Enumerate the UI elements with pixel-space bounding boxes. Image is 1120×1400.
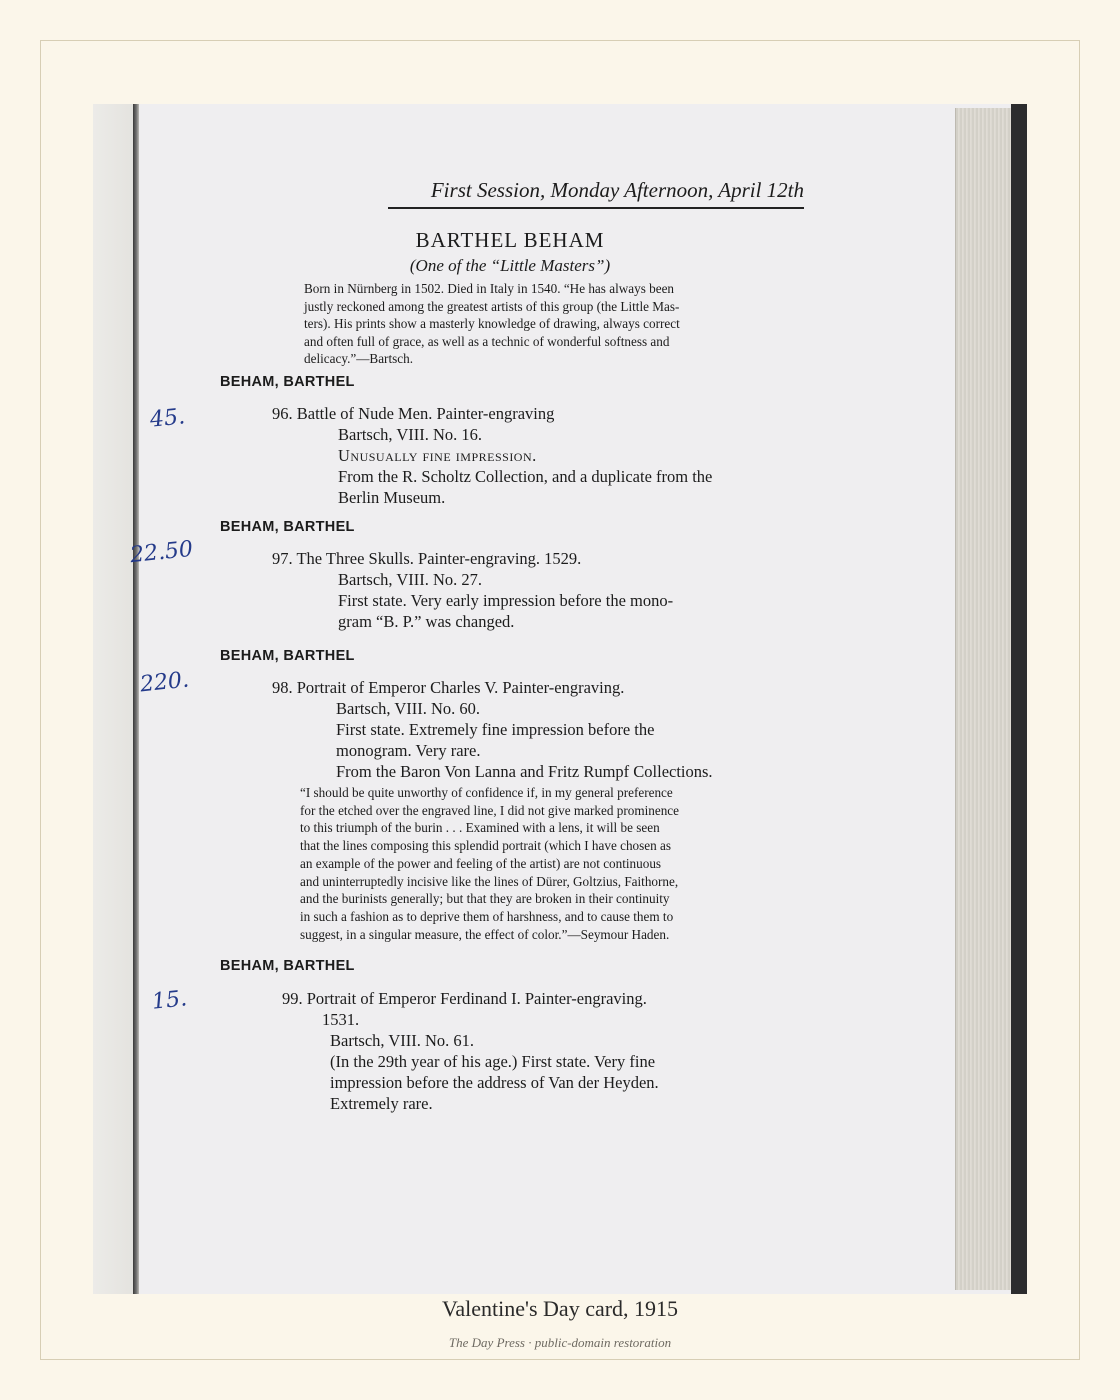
bio-line: justly reckoned among the greatest artists of this group (the Little Mas- [304, 298, 680, 314]
lot-line: 1531. [322, 1010, 360, 1029]
quote-line: in such a fashion as to deprive them of harshness, and to cause them to [300, 908, 674, 924]
lot-97 [272, 548, 673, 632]
lot-line: Bartsch, VIII. No. 60. [336, 699, 481, 718]
facing-page-edge [93, 104, 133, 1294]
lot-line: Extremely rare. [330, 1094, 433, 1113]
lot-heading: BEHAM, BARTHEL [220, 958, 355, 974]
lot-line: From the R. Scholtz Collection, and a duplicate from the [338, 467, 713, 486]
lot-line: impression before the address of Van der Heyden. [330, 1073, 659, 1092]
bio-line: Born in Nürnberg in 1502. Died in Italy in 1540. “He has always been [304, 281, 675, 296]
lot-heading: BEHAM, BARTHEL [220, 519, 355, 535]
bio-line: ters). His prints show a masterly knowledge of drawing, always correct [304, 316, 680, 331]
quote-line: for the etched over the engraved line, I did not give marked prominence [300, 802, 679, 818]
lot-line: monogram. Very rare. [336, 741, 481, 760]
bio-line: delicacy.”—Bartsch. [304, 351, 413, 366]
seymour-haden-quote [300, 784, 800, 943]
lot-heading: BEHAM, BARTHEL [220, 374, 355, 390]
lot-line: Berlin Museum. [338, 488, 446, 507]
lot-line: Bartsch, VIII. No. 27. [338, 570, 483, 589]
price-annotation-96: 45. [148, 404, 187, 433]
quote-line: and the burinists generally; but that they are broken in their continuity [300, 891, 670, 907]
lot-line: Unusually fine impression. [338, 446, 537, 465]
quote-line: that the lines composing this splendid portrait (which I have chosen as [300, 838, 672, 854]
book-cover-edge [1011, 104, 1027, 1294]
price-annotation-97: 22.50 [128, 536, 195, 569]
lot-heading: BEHAM, BARTHEL [220, 648, 355, 664]
lot-98 [272, 677, 713, 782]
lot-line: First state. Very early impression before the mono- [338, 591, 674, 610]
session-header: First Session, Monday Afternoon, April 12th [388, 178, 804, 209]
artist-subtitle: (One of the “Little Masters”) [409, 256, 611, 275]
lot-line: First state. Extremely fine impression before the [336, 720, 655, 739]
lot-99 [282, 988, 659, 1114]
lot-title: 96. Battle of Nude Men. Painter-engraving [272, 404, 555, 423]
quote-line: an example of the power and feeling of the artist) are not continuous [300, 855, 662, 871]
price-annotation-98: 220. [138, 667, 191, 698]
bio-line: and often full of grace, as well as a technic of wonderful softness and [304, 333, 670, 349]
lot-line: Bartsch, VIII. No. 61. [330, 1031, 475, 1050]
lot-line: (In the 29th year of his age.) First state. Very fine [330, 1052, 656, 1071]
lot-line: From the Baron Von Lanna and Fritz Rumpf Collections. [336, 762, 713, 781]
lot-title: 99. Portrait of Emperor Ferdinand I. Painter-engraving. [282, 989, 647, 1008]
quote-line: “I should be quite unworthy of confidence if, in my general preference [300, 785, 673, 800]
lot-line: gram “B. P.” was changed. [338, 612, 515, 631]
quote-line: suggest, in a singular measure, the effect of color.”—Seymour Haden. [300, 926, 670, 942]
lot-line: Bartsch, VIII. No. 16. [338, 425, 483, 444]
artist-biography [304, 280, 804, 368]
image-caption: Valentine's Day card, 1915 [441, 1296, 679, 1321]
lot-title: 97. The Three Skulls. Painter-engraving. 1529. [272, 549, 582, 568]
price-annotation-99: 15. [150, 986, 189, 1015]
lot-96 [272, 403, 712, 508]
image-credit: The Day Press · public-domain restoration [448, 1335, 672, 1350]
lot-title: 98. Portrait of Emperor Charles V. Painter-engraving. [272, 678, 625, 697]
quote-line: and uninterruptedly incisive like the lines of Dürer, Goltzius, Faithorne, [300, 873, 679, 889]
quote-line: to this triumph of the burin . . . Examined with a lens, it will be seen [300, 820, 660, 836]
artist-name: BARTHEL BEHAM [415, 228, 605, 252]
